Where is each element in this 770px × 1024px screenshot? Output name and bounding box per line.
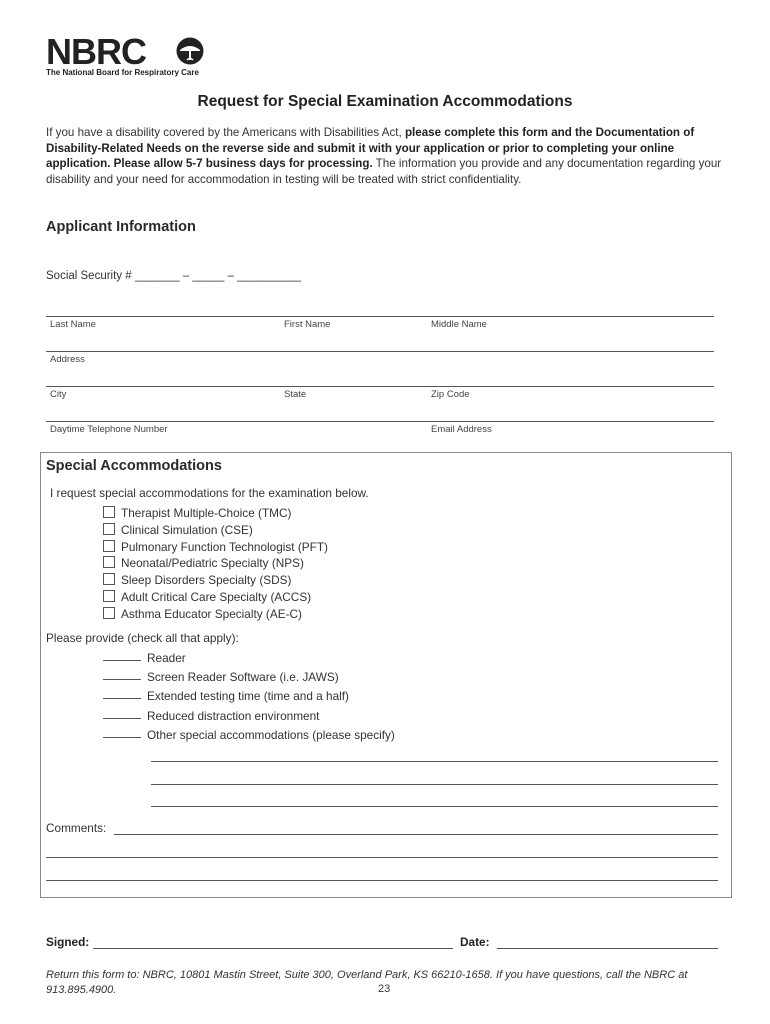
zip-label: Zip Code	[431, 389, 470, 400]
nbrc-logo-text: NBRC	[46, 31, 146, 72]
intro-bold: please complete this form and the Documentation of Disability-Related Needs on the reverse side and submit it with your application or prior to completing your online application. Please allow 5-7 business days for processing.	[46, 126, 695, 171]
intro-part2: The information you provide and any documentation regarding your disability and your need for accommodation in testing will be treated with strict confidentiality.	[46, 157, 722, 186]
footer-text: Return this form to: NBRC, 10801 Mastin Street, Suite 300, Overland Park, KS 66210-1658. If you have questions, call the NBRC at 913.895.4900.	[46, 969, 688, 996]
provision-option[interactable]	[103, 651, 186, 665]
intro-part1: If you have a disability covered by the Americans with Disabilities Act,	[46, 126, 405, 139]
blank-line[interactable]	[103, 718, 141, 719]
phone-email-line[interactable]	[46, 421, 714, 422]
applicant-heading: Applicant Information	[46, 219, 196, 235]
state-label: State	[284, 389, 307, 400]
exam-option[interactable]	[103, 556, 304, 570]
exam-label: Adult Critical Care Specialty (ACCS)	[121, 590, 312, 604]
nbrc-logo-subtitle: The National Board for Respiratory Care	[46, 68, 199, 77]
exam-option[interactable]	[103, 607, 302, 621]
blank-line[interactable]	[103, 660, 141, 661]
exam-label: Neonatal/Pediatric Specialty (NPS)	[121, 556, 304, 570]
blank-line[interactable]	[103, 698, 141, 699]
comments-line[interactable]	[46, 857, 718, 858]
provision-option[interactable]	[103, 709, 319, 723]
comments-label: Comments:	[46, 821, 107, 835]
page-title: Request for Special Examination Accommodations	[197, 93, 573, 110]
blank-line[interactable]	[103, 737, 141, 738]
phone-label: Daytime Telephone Number	[50, 424, 168, 435]
provision-label: Extended testing time (time and a half)	[147, 689, 349, 703]
middle-name-label: Middle Name	[431, 319, 487, 330]
address-line[interactable]	[46, 351, 714, 352]
email-label: Email Address	[431, 424, 492, 435]
exam-option[interactable]	[103, 590, 311, 604]
nbrc-logo-icon	[175, 36, 205, 66]
checkbox-icon[interactable]	[103, 590, 115, 602]
exam-option[interactable]	[103, 573, 291, 587]
provision-label: Other special accommodations (please specify)	[147, 728, 395, 742]
provision-label: Reader	[147, 651, 186, 665]
checkbox-icon[interactable]	[103, 573, 115, 585]
last-name-label: Last Name	[50, 319, 96, 330]
name-line[interactable]	[46, 316, 714, 317]
city-state-zip-line[interactable]	[46, 386, 714, 387]
date-line[interactable]	[497, 948, 718, 949]
city-label: City	[50, 389, 67, 400]
address-label: Address	[50, 354, 85, 365]
exam-label: Therapist Multiple-Choice (TMC)	[121, 506, 292, 520]
checkbox-icon[interactable]	[103, 506, 115, 518]
special-heading: Special Accommodations	[46, 458, 222, 474]
provision-option[interactable]	[103, 670, 339, 684]
request-text: I request special accommodations for the examination below.	[50, 486, 369, 500]
specify-line[interactable]	[151, 761, 718, 762]
blank-line[interactable]	[103, 679, 141, 680]
comments-line[interactable]	[46, 880, 718, 881]
intro-paragraph	[46, 125, 726, 187]
exam-option[interactable]	[103, 506, 291, 520]
signed-label: Signed:	[46, 935, 90, 949]
exam-option[interactable]	[103, 540, 328, 554]
provision-label: Screen Reader Software (i.e. JAWS)	[147, 670, 339, 684]
page-number: 23	[378, 983, 391, 995]
specify-line[interactable]	[151, 784, 718, 785]
provide-label: Please provide (check all that apply):	[46, 631, 239, 645]
checkbox-icon[interactable]	[103, 540, 115, 552]
signature-line[interactable]	[93, 948, 453, 949]
checkbox-icon[interactable]	[103, 607, 115, 619]
checkbox-icon[interactable]	[103, 556, 115, 568]
exam-label: Clinical Simulation (CSE)	[121, 523, 253, 537]
ssn-field[interactable]: Social Security # _______ – _____ – __________	[46, 270, 302, 282]
provision-option[interactable]	[103, 689, 349, 703]
first-name-label: First Name	[284, 319, 331, 330]
exam-label: Asthma Educator Specialty (AE-C)	[121, 607, 302, 621]
checkbox-icon[interactable]	[103, 523, 115, 535]
exam-option[interactable]	[103, 523, 253, 537]
provision-option[interactable]	[103, 728, 395, 742]
exam-label: Sleep Disorders Specialty (SDS)	[121, 573, 292, 587]
provision-label: Reduced distraction environment	[147, 709, 320, 723]
date-label: Date:	[460, 935, 490, 949]
comments-line[interactable]	[114, 834, 718, 835]
specify-line[interactable]	[151, 806, 718, 807]
exam-label: Pulmonary Function Technologist (PFT)	[121, 540, 328, 554]
